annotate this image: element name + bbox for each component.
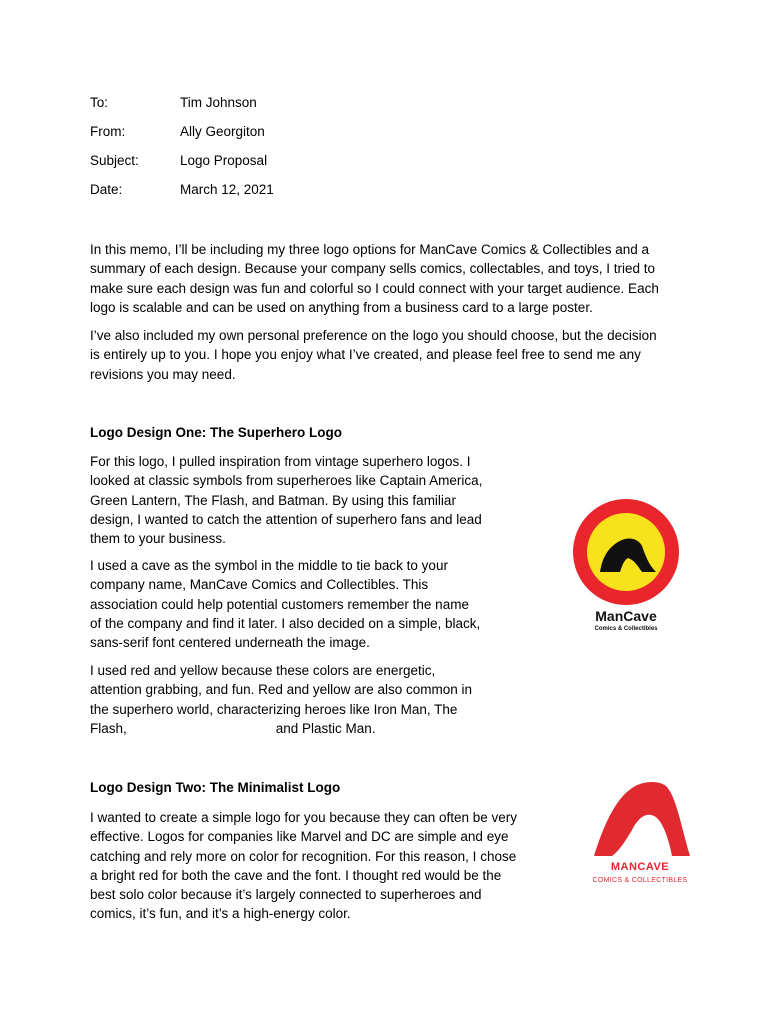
subject-value: Logo Proposal [180,153,268,168]
text-line: of the company and find it later. I also decided on a simple, black, [90,615,481,631]
text-line: association could help potential customers remember the name [90,596,469,612]
from-label: From: [90,124,126,139]
text-line: I wanted to create a simple logo for you because they can often be very [90,810,518,825]
text-line: the superhero world, characterizing heroes like Iron Man, The [90,701,458,717]
text-line: is entirely up to you. I hope you enjoy what I’ve created, and please feel free to send me any [90,347,641,363]
minimalist-logo [580,778,700,890]
superhero-logo [572,498,680,638]
text-line: comics, it’s fun, and it’s a high-energy color. [90,906,351,922]
text-line: effective. Logos for companies like Marvel and DC are simple and eye [90,829,509,845]
text-line: For this logo, I pulled inspiration from vintage superhero logos. I [90,454,471,469]
text-line: Green Lantern, The Flash, and Batman. By using this familiar [90,492,456,508]
design-one-heading: Logo Design One: The Superhero Logo [90,425,342,440]
text-line: I used red and yellow because these colors are energetic, [90,663,436,678]
text-line: I used a cave as the symbol in the middle to tie back to your [90,558,448,573]
text-line: company name, ManCave Comics and Collectibles. This [90,577,429,593]
text-line: attention grabbing, and fun. Red and yellow are also common in [90,682,472,698]
superhero-logo-name: ManCave [595,608,657,624]
minimalist-logo-emblem [580,778,700,858]
text-line: In this memo, I’ll be including my three logo options for ManCave Comics & Collectibles and a [90,242,650,257]
text-fragment: and Plastic Man. [275,720,376,736]
to-label: To: [90,95,109,110]
to-value: Tim Johnson [180,95,257,110]
cave-icon [594,782,690,856]
text-line: best solo color because it’s largely connected to superheroes and [90,887,482,903]
design-two-heading: Logo Design Two: The Minimalist Logo [90,780,341,795]
text-line: make sure each design was fun and colorful so I could connect with your target audience. Each [90,280,659,296]
minimalist-logo-name: MANCAVE [610,861,670,873]
minimalist-logo-subtitle: COMICS & COLLECTIBLES [592,877,688,884]
text-line-last [90,719,472,738]
intro-paragraph-2 [90,326,657,384]
design-two-paragraph-1 [90,808,517,924]
text-line: sans-serif font centered underneath the image. [90,635,370,651]
text-line: summary of each design. Because your company sells comics, collectables, and toys, I tried to [90,261,656,277]
superhero-logo-emblem [572,498,680,606]
intro-paragraph-1 [90,240,659,317]
date-label: Date: [90,182,123,197]
superhero-logo-subtitle: Comics & Collectibles [594,626,658,632]
text-line: a bright red for both the cave and the font. I thought red would be the [90,867,502,883]
subject-label: Subject: [90,153,139,168]
text-line: design, I wanted to catch the attention of superhero fans and lead [90,511,482,527]
text-line: revisions you may need. [90,366,236,382]
text-line: catching and rely more on color for recognition. For this reason, I chose [90,848,517,864]
design-one-paragraph-3 [90,661,472,738]
text-line: I’ve also included my own personal preference on the logo you should choose, but the decision [90,328,657,343]
text-line: them to your business. [90,531,226,547]
design-one-paragraph-2 [90,556,480,652]
from-value: Ally Georgiton [180,124,265,139]
design-one-paragraph-1 [90,452,482,548]
text-line: looked at classic symbols from superheroes like Captain America, [90,473,483,489]
text-fragment: Flash, [90,720,127,736]
text-line: logo is scalable and can be used on anything from a business card to a large poster. [90,299,593,315]
date-value: March 12, 2021 [180,182,274,197]
